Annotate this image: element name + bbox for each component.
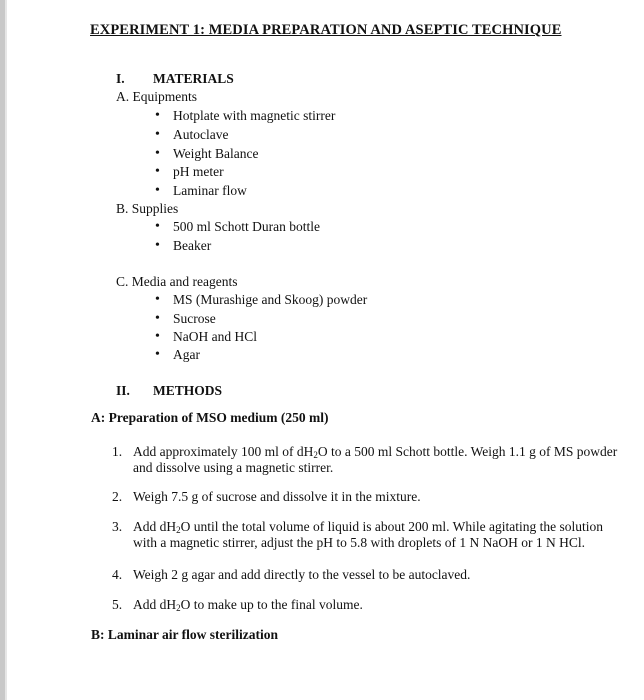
part-b-heading: B: Laminar air flow sterilization [91, 627, 278, 642]
list-item: • Laminar flow [155, 183, 247, 198]
list-item: • Agar [155, 347, 200, 362]
bullet-icon: • [155, 292, 160, 307]
list-item: • Beaker [155, 238, 212, 253]
bullet-icon: • [155, 146, 160, 161]
list-item: • Weight Balance [155, 146, 259, 161]
section-numeral-materials: I. [116, 71, 125, 86]
subsection-supplies: B. Supplies [116, 201, 179, 216]
bullet-icon: • [155, 127, 160, 142]
section-numeral-methods: II. [116, 383, 130, 398]
method-step: 2. Weigh 7.5 g of sucrose and dissolve it in the mixture. [112, 489, 421, 504]
list-item: • 500 ml Schott Duran bottle [155, 219, 320, 234]
section-heading-materials: MATERIALS [153, 71, 234, 86]
section-heading-methods: METHODS [153, 383, 223, 398]
bullet-icon: • [155, 164, 160, 179]
list-item: • pH meter [155, 164, 224, 179]
method-step: 5. Add $dH_2O$ to make up to the final volume. [112, 597, 363, 613]
method-step: 3. Add $dH_2O$ until the total volume of liquid is about 200 ml. While agitating the solution with a magnetic stirrer, adjust the pH to 5.8 with droplets of 1 N NaOH or 1 N HCl. [112, 519, 603, 550]
bullet-icon: • [155, 183, 160, 198]
bullet-icon: • [155, 238, 160, 253]
bullet-icon: • [155, 108, 160, 123]
bullet-icon: • [155, 219, 160, 234]
bullet-icon: • [155, 311, 160, 326]
list-item: • Hotplate with magnetic stirrer [155, 108, 336, 123]
method-step: 1. Add approximately 100 ml of $dH_2O$ to a 500 ml Schott bottle. Weigh 1.1 g of MS powder and dissolve using a magnetic stirrer. [112, 444, 618, 475]
subsection-equipments: A. Equipments [116, 89, 197, 104]
list-item: • Sucrose [155, 311, 216, 326]
list-item: • Autoclave [155, 127, 229, 142]
subsection-media: C. Media and reagents [116, 274, 238, 289]
bullet-icon: • [155, 347, 160, 362]
part-a-heading: A: Preparation of MSO medium (250 ml) [91, 410, 329, 425]
bullet-icon: • [155, 329, 160, 344]
page-edge-highlight [5, 0, 7, 700]
list-item: • NaOH and HCl [155, 329, 257, 344]
method-step: 4. Weigh 2 g agar and add directly to the vessel to be autoclaved. [112, 567, 471, 582]
list-item: • MS (Murashige and Skoog) powder [155, 292, 368, 307]
document-title: EXPERIMENT 1: MEDIA PREPARATION AND ASEPTIC TECHNIQUE [90, 22, 562, 38]
